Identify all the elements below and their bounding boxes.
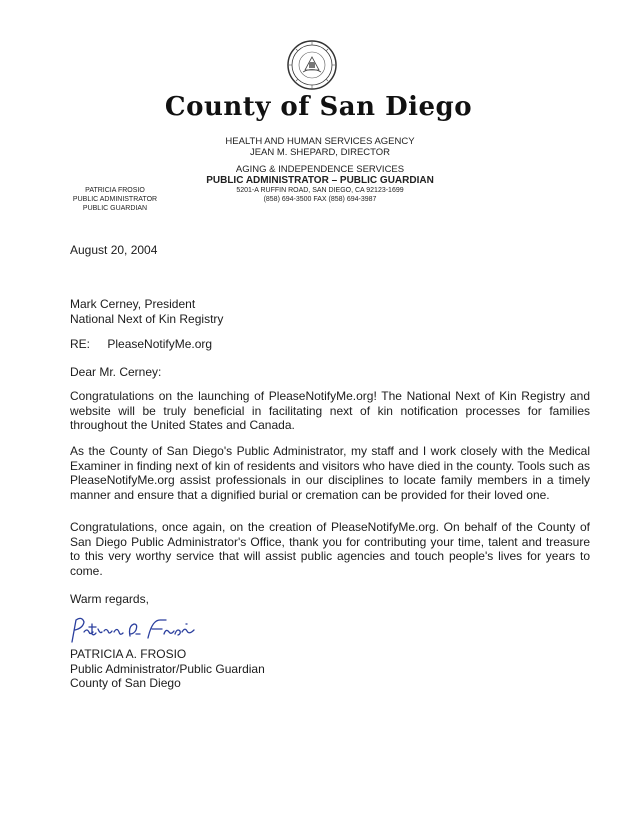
recipient-block xyxy=(70,297,223,326)
recipient-name: Mark Cerney, President xyxy=(70,297,196,311)
office-address: 5201-A RUFFIN ROAD, SAN DIEGO, CA 92123-1699 xyxy=(236,187,404,194)
official-name: PATRICIA FROSIO xyxy=(85,187,145,194)
re-label: RE: xyxy=(70,337,91,351)
division-name: AGING & INDEPENDENCE SERVICES xyxy=(235,164,405,175)
recipient-org: National Next of Kin Registry xyxy=(70,311,224,326)
official-title-1: PUBLIC ADMINISTRATOR xyxy=(72,196,158,203)
official-title-2: PUBLIC GUARDIAN xyxy=(82,205,148,212)
signer-name: PATRICIA A. FROSIO xyxy=(70,647,187,661)
agency-header xyxy=(180,136,460,204)
agency-director: JEAN M. SHEPARD, DIRECTOR xyxy=(249,147,391,158)
official-block xyxy=(60,186,170,213)
paragraph-2: As the County of San Diego's Public Administrator, my staff and I work closely with the Medical Examiner in finding next of kin of residents and visitors who have died in the county. Tools such as PleaseNotifyMe.org assist professionals in our disciplines to locate family members in a timely manner and ensure that a dignified burial or cremation can be provided for their loved one. xyxy=(70,444,590,502)
re-subject: PleaseNotifyMe.org xyxy=(107,337,213,351)
signer-title: Public Administrator/Public Guardian xyxy=(70,661,265,676)
county-title: County of San Diego xyxy=(164,92,473,122)
county-seal-icon xyxy=(287,40,337,90)
signer-org: County of San Diego xyxy=(70,676,181,690)
re-line xyxy=(70,337,212,352)
letter-date: August 20, 2004 xyxy=(70,243,158,257)
salutation: Dear Mr. Cerney: xyxy=(70,365,162,379)
office-phone-fax: (858) 694-3500 FAX (858) 694-3987 xyxy=(263,196,377,203)
agency-name: HEALTH AND HUMAN SERVICES AGENCY xyxy=(225,136,415,147)
paragraph-1: Congratulations on the launching of PleaseNotifyMe.org! The National Next of Kin Registry and website will be truly beneficial in facilitating next of kin notification processes for families throughout the United States and Canada. xyxy=(70,389,590,432)
signer-block xyxy=(70,647,265,691)
office-name: PUBLIC ADMINISTRATOR – PUBLIC GUARDIAN xyxy=(206,175,434,186)
paragraph-3: Congratulations, once again, on the creation of PleaseNotifyMe.org. On behalf of the County of San Diego Public Administrator's Office, thank you for contributing your time, talent and treasure to this very worthy service that will assist public agencies and touch people's lives for years to come. xyxy=(70,520,590,578)
closing: Warm regards, xyxy=(70,592,149,606)
handwritten-signature xyxy=(68,612,198,648)
